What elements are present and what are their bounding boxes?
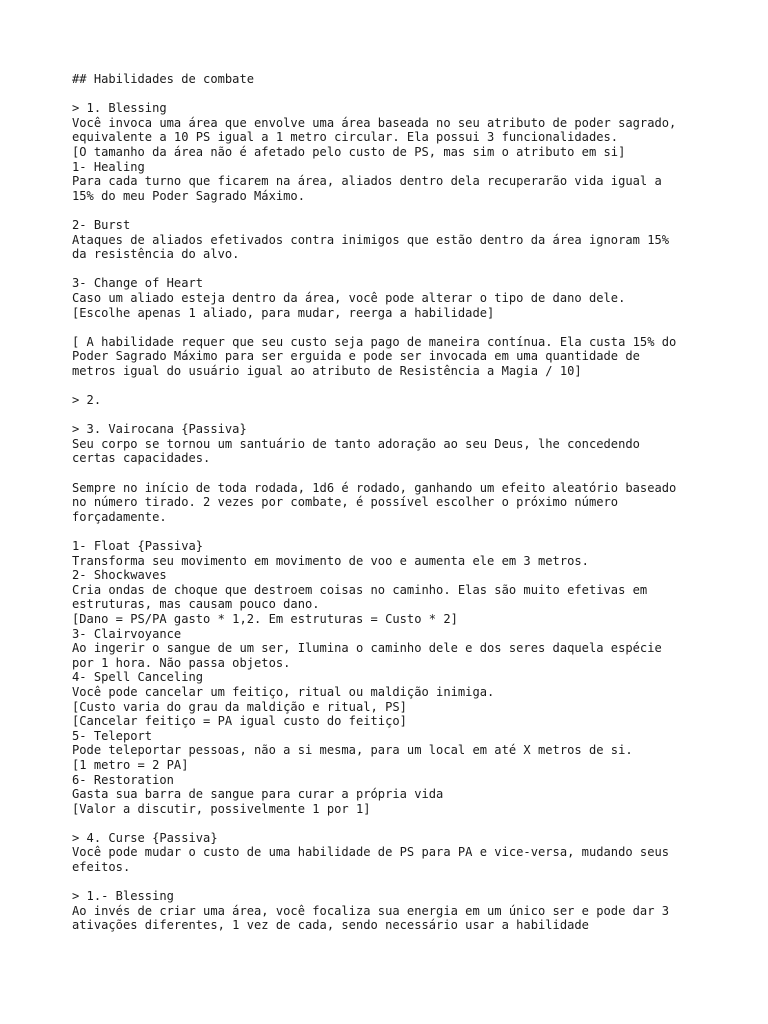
text-line: Gasta sua barra de sangue para curar a própria vida [72,787,444,802]
text-line: Você invoca uma área que envolve uma área baseada no seu atributo de poder sagrado, [72,115,677,130]
text-line [72,203,712,218]
text-line: ## Habilidades de combate [72,72,255,86]
text-line: 1- Healing [72,159,145,174]
text-line: 15% do meu Poder Sagrado Máximo. [72,188,305,203]
text-line: 3- Clairvoyance [72,626,182,641]
text-line: Para cada turno que ficarem na área, aliados dentro dela recuperarão vida igual a [72,174,662,189]
text-line: [Cancelar feitiço = PA igual custo do feitiço] [72,714,407,729]
text-line: 1- Float {Passiva} [72,539,204,553]
text-line: Ao invés de criar uma área, você focaliza sua energia em um único ser e pode dar 3 [72,903,670,918]
text-line: Pode teleportar pessoas, não a si mesma, para um local em até X metros de si. [72,743,633,758]
text-line: Você pode cancelar um feitiço, ritual ou maldição inimiga. [72,684,495,699]
text-line: [Custo varia do grau da maldição e ritual, PS] [72,699,407,714]
text-line: Ao ingerir o sangue de um ser, Ilumina o caminho dele e dos seres daquela espécie [72,641,662,656]
text-line: Transforma seu movimento em movimento de voo e aumenta ele em 3 metros. [72,553,589,568]
text-line: 2- Burst [72,217,131,232]
text-line: por 1 hora. Não passa objetos. [72,655,291,670]
text-line: Ataques de aliados efetivados contra inimigos que estão dentro da área ignoram 15% [72,232,670,247]
text-line: > 4. Curse {Passiva} [72,830,218,845]
text-line: Você pode mudar o custo de uma habilidade de PS para PA e vice-versa, mudando seus [72,845,670,860]
text-line: ativações diferentes, 1 vez de cada, sendo necessário usar a habilidade [72,918,589,933]
text-line: > 3. Vairocana {Passiva} [72,422,247,437]
text-line: [Escolhe apenas 1 aliado, para mudar, reerga a habilidade] [72,305,495,320]
text-line: estruturas, mas causam pouco dano. [72,597,320,612]
text-line: metros igual do usuário igual ao atributo de Resistência a Magia / 10] [72,363,582,378]
text-line [72,466,712,481]
text-line: > 2. [72,393,102,408]
text-line: efeitos. [72,860,131,875]
text-line: [1 metro = 2 PA] [72,757,189,772]
text-line [72,875,712,890]
text-line: Caso um aliado esteja dentro da área, você pode alterar o tipo de dano dele. [72,290,626,305]
text-line: 2- Shockwaves [72,568,167,583]
text-line: Cria ondas de choque que destroem coisas no caminho. Elas são muito efetivas em [72,582,648,597]
text-line [72,524,712,539]
text-line: equivalente a 10 PS igual a 1 metro circular. Ela possui 3 funcionalidades. [72,130,619,145]
text-line [72,378,712,393]
text-line: > 1.- Blessing [72,889,174,904]
document-page [72,72,712,933]
text-line: 5- Teleport [72,728,153,743]
text-line: > 1. Blessing [72,101,167,116]
text-line: Sempre no início de toda rodada, 1d6 é rodado, ganhando um efeito aleatório baseado [72,480,677,495]
text-line [72,262,712,277]
text-line: [O tamanho da área não é afetado pelo custo de PS, mas sim o atributo em si] [72,144,626,159]
text-line: no número tirado. 2 vezes por combate, é possível escolher o próximo número [72,495,619,510]
text-line: 4- Spell Canceling [72,670,204,685]
text-line: [ A habilidade requer que seu custo seja pago de maneira contínua. Ela custa 15% do [72,334,677,349]
text-line: 3- Change of Heart [72,276,204,291]
text-line: 6- Restoration [72,772,174,787]
text-line: [Valor a discutir, possivelmente 1 por 1] [72,801,371,816]
text-line [72,408,712,423]
text-line: Poder Sagrado Máximo para ser erguida e pode ser invocada em uma quantidade de [72,349,640,364]
text-line: certas capacidades. [72,451,211,466]
text-line: forçadamente. [72,509,167,524]
text-line: [Dano = PS/PA gasto * 1,2. Em estruturas = Custo * 2] [72,611,458,626]
text-line: Seu corpo se tornou um santuário de tanto adoração ao seu Deus, lhe concedendo [72,436,640,451]
text-line [72,87,712,102]
text-line [72,320,712,335]
text-line: da resistência do alvo. [72,247,240,262]
text-line [72,816,712,831]
